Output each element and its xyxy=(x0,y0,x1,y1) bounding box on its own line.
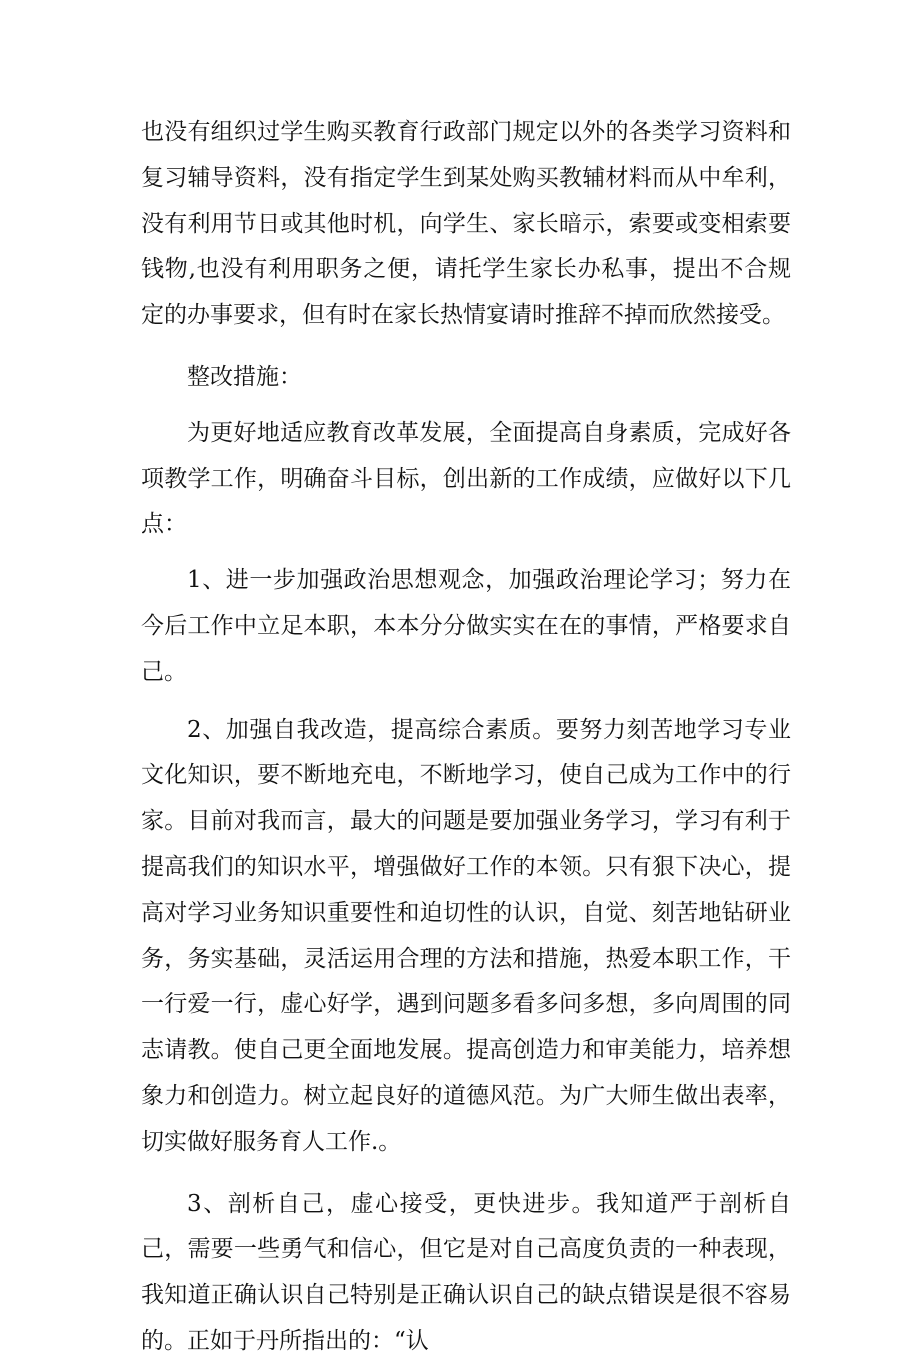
paragraph-continuation: 也没有组织过学生购买教育行政部门规定以外的各类学习资料和复习辅导资料，没有指定学生到某处购买教辅材料而从中牟利，没有利用节日或其他时机，向学生、家长暗示，索要或变相索要钱物,也没有利用职务之便，请托学生家长办私事，提出不合规定的办事要求，但有时在家长热情宴请时推辞不掉而欣然接受。 xyxy=(141,119,791,329)
paragraph-item-1: 1、进一步加强政治思想观念，加强政治理论学习；努力在今后工作中立足本职，本本分分做实实在在的事情，严格要求自己。 xyxy=(141,567,791,685)
section-heading-rectification: 整改措施： xyxy=(187,363,302,390)
document-body xyxy=(141,110,791,1365)
paragraph-intro: 为更好地适应教育改革发展，全面提高自身素质，完成好各项教学工作，明确奋斗目标，创出新的工作成绩，应做好以下几点： xyxy=(141,419,791,538)
paragraph-item-2: 2、加强自我改造，提高综合素质。要努力刻苦地学习专业文化知识，要不断地充电，不断地学习，使自己成为工作中的行家。目前对我而言，最大的问题是要加强业务学习，学习有利于提高我们的知识水平，增强做好工作的本领。只有狠下决心，提高对学习业务知识重要性和迫切性的认识，自觉、刻苦地钻研业务，务实基础，灵活运用合理的方法和措施，热爱本职工作，干一行爱一行，虚心好学，遇到问题多看多问多想，多向周围的同志请教。使自己更全面地发展。提高创造力和审美能力，培养想象力和创造力。树立起良好的道德风范。为广大师生做出表率，切实做好服务育人工作.。 xyxy=(141,716,791,1155)
paragraph-item-3: 3、剖析自己，虚心接受，更快进步。我知道严于剖析自己，需要一些勇气和信心，但它是对自己高度负责的一种表现，我知道正确认识自己特别是正确认识自己的缺点错误是很不容易的。正如于丹所指出的：“认 xyxy=(141,1190,791,1354)
